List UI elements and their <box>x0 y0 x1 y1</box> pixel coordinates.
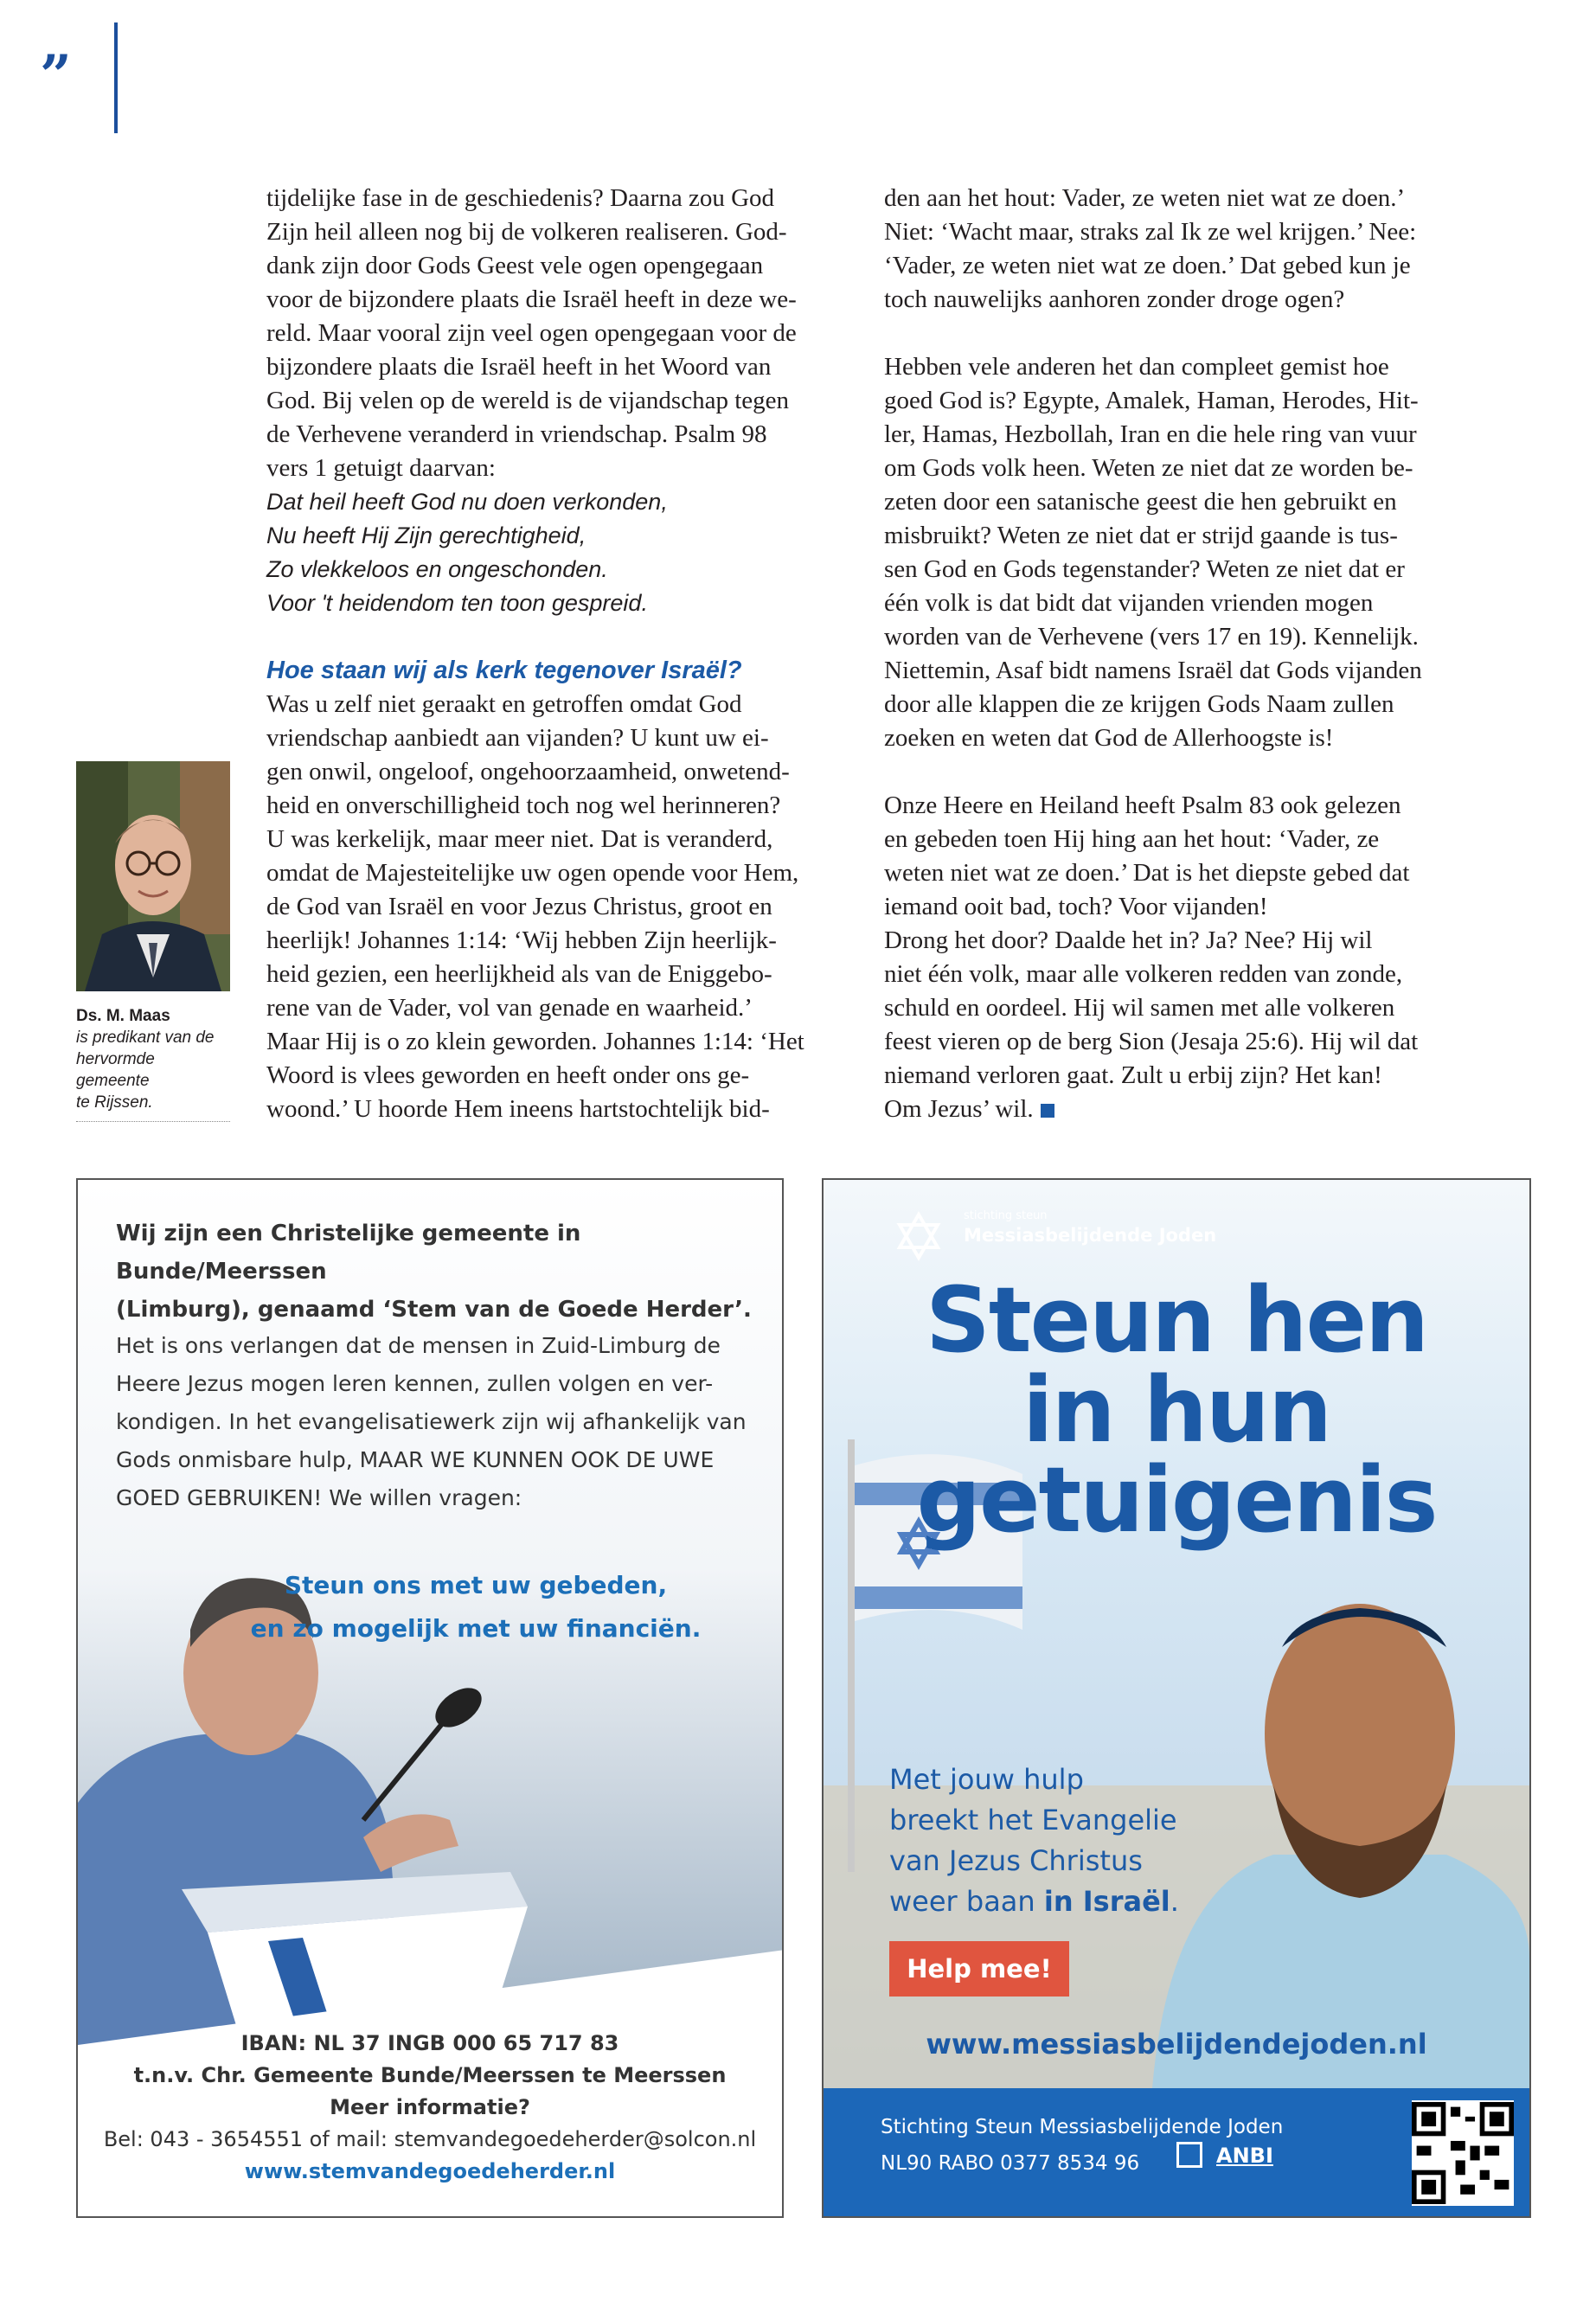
end-mark-icon <box>1041 1104 1054 1118</box>
author-caption <box>76 1005 230 1113</box>
messianic-website-link[interactable]: www.messiasbelijdendejoden.nl <box>926 2028 1427 2061</box>
church-body: Het is ons verlangen dat de mensen in Zuid-Limburg de Heere Jezus mogen leren kennen, zullen volgen en ver- kondigen. In het evangelisatiewerk zijn wij afhankelijk van Gods onmisbare hulp, MAAR WE KUNNEN OOK DE UWE GOED GEBRUIKEN! We willen vragen: <box>116 1333 747 1510</box>
campaign-subtext: Met jouw hulp breekt het Evangelie van Jezus Christus weer baan in Israël. <box>889 1763 1179 1918</box>
article-paragraph: den aan het hout: Vader, ze weten niet wat ze doen.’ Niet: ‘Wacht maar, straks zal Ik ze wel krijgen.’ Nee: ‘Vader, ze weten niet wat ze doen.’ Dat gebed kun je toch nauwelijks aanhoren zonder droge ogen? <box>884 184 1417 313</box>
psalm-quote: Dat heil heeft God nu doen verkonden, Nu heeft Hij Zijn gerechtigheid, Zo vlekkeloos en ongeschonden. Voor 't heidendom ten toon gespreid. <box>266 489 668 616</box>
header-divider <box>114 22 118 133</box>
check-icon <box>1176 2142 1202 2168</box>
qr-code-icon[interactable] <box>1412 2100 1514 2206</box>
anbi-label: ANBI <box>1216 2144 1273 2168</box>
org-iban: NL90 RABO 0377 8534 96 <box>881 2152 1140 2175</box>
church-iban: IBAN: NL 37 INGB 000 65 717 83 <box>240 2031 619 2055</box>
caption-divider <box>76 1121 230 1122</box>
headline-line-2: in hun <box>1022 1357 1330 1463</box>
church-account-holder: t.n.v. Chr. Gemeente Bunde/Meerssen te Meerssen <box>133 2063 727 2087</box>
article-column-1 <box>266 182 846 1126</box>
messianic-advertisement <box>822 1178 1531 2218</box>
org-logo-name: Messiasbelijdende Joden <box>964 1225 1217 1246</box>
author-name: Ds. M. Maas <box>76 1007 170 1025</box>
church-appeal: Steun ons met uw gebeden, en zo mogelijk met uw financiën. <box>250 1571 702 1643</box>
author-photo <box>76 761 230 991</box>
article-paragraph <box>884 789 1464 1126</box>
church-more-info: Meer informatie? <box>330 2095 530 2119</box>
article-closing-text: Onze Heere en Heiland heeft Psalm 83 ook gelezen en gebeden toen Hij hing aan het hout: ‘Vader, ze weten niet wat ze doen.’ Dat is het diepste gebed dat iemand ooit bad, toch? Voor vijanden! Drong het door? Daalde het in? Ja? Nee? Hij wil niet één volk, maar alle volkeren redden van zonde, schuld en oordeel. Hij wil samen met alle volkeren feest vieren op de berg Sion (Jesaja 25:6). Hij wil dat niemand verloren gaat. Zult u erbij zijn? Het kan! Om Jezus’ wil. <box>884 792 1419 1123</box>
church-heading: Wij zijn een Christelijke gemeente in Bunde/Meerssen (Limburg), genaamd ‘Stem van de Goede Herder’. <box>116 1221 752 1323</box>
article-paragraph: Hebben vele anderen het dan compleet gemist hoe goed God is? Egypte, Amalek, Haman, Herodes, Hit- ler, Hamas, Hezbollah, Iran en die hele ring van vuur om Gods volk heen. Weten ze niet dat ze worden be- zeten door een satanische geest die hen gebruikt en misbruikt? Weten ze niet dat er strijd gaande is tus- sen God en Gods tegenstander? Weten ze niet dat er één volk is dat bidt dat vijanden vrienden mogen worden van de Verhevene (vers 17 en 19). Kennelijk. Niettemin, Asaf bidt namens Israël dat Gods vijanden door alle klappen die ze krijgen Gods Naam zullen zoeken en weten dat God de Allerhoogste is! <box>884 353 1422 752</box>
headline-line-1: Steun hen <box>925 1267 1428 1373</box>
article-paragraph: Was u zelf niet geraakt en getroffen omdat God vriendschap aanbiedt aan vijanden? U kunt uw ei- gen onwil, ongeloof, ongehoorzaamheid, onwetend- heid en onverschilligheid toch nog wel herinneren? U was kerkelijk, maar meer niet. Dat is veranderd, omdat de Majesteitelijke uw ogen opende voor Hem, de God van Israël en voor Jezus Christus, groot en heerlijk! Johannes 1:14: ‘Wij hebben Zijn heerlijk- heid gezien, een heerlijkheid als van de Eniggebo- rene van de Vader, vol van genade en waarheid.’ Maar Hij is o zo klein geworden. Johannes 1:14: ‘Het Woord is vlees geworden en heeft onder ons ge- woond.’ U hoorde Hem ineens hartstochtelijk bid- <box>266 690 804 1123</box>
church-advertisement <box>76 1178 784 2218</box>
org-logo-small: stichting steun <box>964 1209 1048 1222</box>
help-button[interactable]: Help mee! <box>889 1941 1069 1997</box>
quote-mark-icon: ” <box>40 43 72 108</box>
church-website-link[interactable]: www.stemvandegoedeherder.nl <box>244 2159 616 2183</box>
author-role: is predikant van de hervormde gemeente te Rijssen. <box>76 1029 215 1112</box>
headline-line-3: getuigenis <box>916 1447 1437 1553</box>
church-phone-mail: Bel: 043 - 3654551 of mail: stemvandegoedeherder@solcon.nl <box>103 2127 757 2151</box>
campaign-headline <box>824 1267 1529 1553</box>
section-heading: Hoe staan wij als kerk tegenover Israël? <box>266 657 742 684</box>
article-paragraph: tijdelijke fase in de geschiedenis? Daarna zou God Zijn heil alleen nog bij de volkeren realiseren. God- dank zijn door Gods Geest vele ogen opengegaan voor de bijzondere plaats die Israël heeft in deze we- reld. Maar vooral zijn veel ogen opengegaan voor de bijzondere plaats die Israël heeft in het Woord van God. Bij velen op de wereld is de vijandschap tegen de Verhevene veranderd in vriendschap. Psalm 98 vers 1 getuigt daarvan: <box>266 184 797 482</box>
article-column-2 <box>884 182 1464 1126</box>
church-contact <box>78 2028 782 2188</box>
org-name: Stichting Steun Messiasbelijdende Joden <box>881 2116 1284 2138</box>
